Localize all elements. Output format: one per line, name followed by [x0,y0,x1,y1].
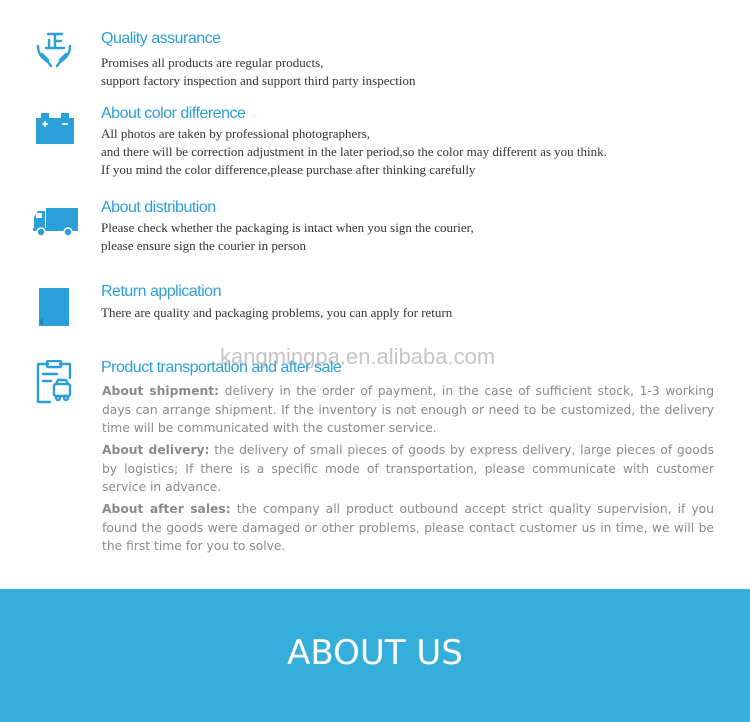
paragraph-text: the delivery of small pieces of goods by express delivery, large pieces of goods by logistics; If there is a specific mode of transportation, please communicate with customer service in advance. [102,443,715,494]
section-line: support factory inspection and support third party inspection [101,73,416,88]
section-line: All photos are taken by professional photographers, [101,126,370,141]
transport-clipboard-icon [34,360,74,409]
paragraph-shipment [102,382,714,438]
section-title: Product transportation and after sale [101,359,342,376]
section-title: About color difference [101,105,246,122]
section-line: There are quality and packaging problems, you can apply for return [101,305,453,320]
paragraph-delivery [102,441,714,497]
section-line: please ensure sign the courier in person [101,238,307,253]
paragraph-text: delivery in the order of payment, in the case of sufficient stock, 1-3 working days can arrange shipment. If the inventory is not enough or need to be customized, the delivery time will be communicated with the customer service. [102,384,714,435]
truck-icon [32,205,80,242]
paragraph-label: About after sales: [102,502,231,516]
section-title: About distribution [101,199,216,216]
section-line: and there will be correction adjustment in the later period,so the color may different as you think. [101,144,607,159]
paragraph-text: the company all product outbound accept strict quality supervision, if you found the goods were damaged or other problems, please contact customer us in time, we will be the first time for you to solve. [102,502,715,553]
section-title: Return application [101,283,221,300]
paragraph-label: About delivery: [102,443,210,457]
watermark: kangmingpa.en.alibaba.com [220,344,496,369]
quality-hands-icon [32,28,76,77]
paragraph-after-sales [102,500,714,556]
section-title: Quality assurance [101,30,221,47]
section-line: If you mind the color difference,please purchase after thinking carefully [101,162,476,177]
return-package-icon [37,286,71,333]
about-us-title: ABOUT US [287,633,463,673]
section-line: Promises all products are regular products, [101,55,324,70]
paragraph-label: About shipment: [102,384,220,398]
color-box-icon [32,110,78,151]
section-line: Please check whether the packaging is intact when you sign the courier, [101,220,474,235]
